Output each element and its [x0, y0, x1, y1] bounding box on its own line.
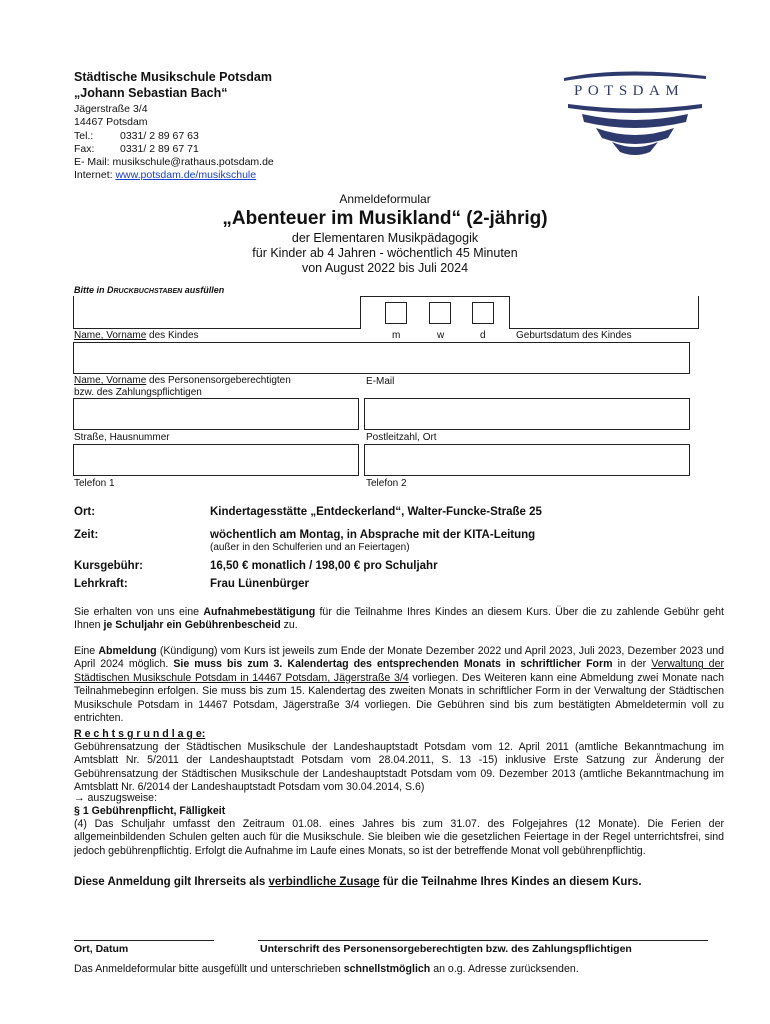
internet-link[interactable]: www.potsdam.de/musikschule [115, 168, 257, 181]
guardian-name-label [74, 375, 291, 398]
signature-line[interactable] [258, 940, 708, 941]
return-instruction [74, 963, 579, 976]
phone2-label: Telefon 2 [366, 478, 407, 489]
label-rest: des Personensorgeberechtigten [146, 375, 291, 386]
text-run: Verwaltung der Städtischen Musikschule Potsdam in 14467 Potsdam, Jägerstraße 3/4 [74, 658, 724, 684]
email-label: E- Mail: [74, 155, 110, 168]
form-kind: Anmeldeformular [339, 192, 431, 206]
text-run: Sie erhalten von uns eine [74, 606, 204, 618]
text-run: Diese Anmeldung gilt Ihrerseits als [74, 876, 269, 888]
text-run: vorliegen. Des Weiteren kann eine Abmeldung zwei Monate nach Teilnahmebeginn erfolgen. Sie muss bis zum 15. Kalendertag des zweiten Monats in schriftlicher Form in der Verwaltung der Städtischen Musikschule Potsdam in 14467 Potsdam, Jägerstraße 3/4 vorliegen. Die Gebühren sind bis zum bestätigten Abmeldetermin voll zu entrichten. [74, 671, 724, 725]
text-run: schnellstmöglich [343, 963, 431, 975]
course-title: „Abenteuer im Musikland“ (2-jährig) [222, 208, 548, 229]
place-date-line[interactable] [74, 940, 214, 941]
gender-w-checkbox[interactable] [429, 302, 451, 324]
text-run: je Schuljahr ein Gebührenbescheid [103, 619, 281, 632]
gender-d-label: d [480, 330, 486, 341]
phone1-field[interactable] [73, 444, 359, 476]
birthdate-label: Geburtsdatum des Kindes [516, 330, 632, 341]
text-run: (Kündigung) vom Kurs ist jeweils zum Ende der Monate Dezember 2022 und April 2023, Juli 2023, Dezember 2023 und April 2024 möglich. [74, 645, 724, 671]
text-run: für die Teilnahme Ihres Kindes an diesem Kurs. [379, 876, 642, 888]
text-run: Sie muss bis zum 3. Kalendertag des entsprechenden Monats in schriftlicher Form [173, 658, 613, 671]
instruction-part: RUCKBUCHSTABEN [113, 288, 183, 295]
email-field[interactable] [364, 398, 690, 430]
place-date-label: Ort, Datum [74, 943, 129, 955]
birthdate-field[interactable] [509, 296, 699, 329]
course-subtitle-3: von August 2022 bis Juli 2024 [301, 261, 469, 275]
fax-value: 0331/ 2 89 67 71 [120, 142, 199, 155]
tel-value: 0331/ 2 89 67 63 [120, 129, 199, 142]
potsdam-logo [560, 68, 710, 160]
street-label: Straße, Hausnummer [74, 432, 170, 443]
cancellation-paragraph [74, 645, 724, 726]
potsdam-logo-text: POTSDAM [574, 83, 685, 99]
postal-label: Postleitzahl, Ort [366, 432, 437, 443]
child-name-label [74, 330, 199, 343]
text-run: Aufnahmebestätigung [203, 606, 316, 618]
text-run: für die Teilnahme Ihres Kindes an diesem Kurs. Über die zu zahlende Gebühr geht Ihnen [74, 606, 724, 632]
course-subtitle-1: der Elementaren Musikpädagogik [291, 231, 479, 245]
guardian-name-field[interactable] [73, 342, 690, 374]
confirmation-paragraph [74, 606, 724, 633]
school-email-row [74, 156, 394, 169]
label-line2: bzw. des Zahlungspflichtigen [74, 386, 202, 398]
legal-basis-title: R e c h t s g r u n d l a g e: [74, 728, 206, 740]
text-run: Abmeldung [98, 645, 157, 657]
teacher-value: Frau Lünenbürger [210, 578, 310, 590]
child-name-field[interactable] [73, 296, 361, 329]
zeit-note: (außer in den Schulferien und an Feiertagen) [210, 542, 410, 553]
fax-label: Fax: [74, 142, 95, 155]
label-rest: des Kindes [146, 330, 199, 341]
tel-label: Tel.: [74, 129, 94, 142]
gender-m-label: m [392, 330, 401, 341]
legal-excerpt: → auszugsweise: [74, 792, 158, 804]
text-run: an o.g. Adresse zurücksenden. [430, 963, 579, 975]
legal-section-body: (4) Das Schuljahr umfasst den Zeitraum 01.08. eines Jahres bis zum 31.07. des Folgejahres (12 Monate). Die Ferien der allgemeinbildenden Schulen gelten auch für die Musikschule. Sie bleiben wie die gesetzlichen Feiertage in der Regel unterrichtsfrei, sind jedoch gebührenpflichtig. Erfolgt die Aufnahme im Laufe eines Monats, so ist der betreffende Monat voll gebührenpflichtig. [74, 818, 724, 857]
course-subtitle-2: für Kinder ab 4 Jahren - wöchentlich 45 Minuten [252, 246, 518, 260]
school-tel-row [74, 130, 394, 143]
zeit-value: wöchentlich am Montag, in Absprache mit der KITA-Leitung [210, 529, 536, 541]
phone1-label: Telefon 1 [74, 478, 115, 489]
internet-label: Internet: [74, 168, 113, 181]
instruction-part: ausfüllen [182, 285, 225, 295]
school-city: 14467 Potsdam [74, 116, 148, 129]
legal-basis-body: Gebührensatzung der Städtischen Musikschule der Landeshauptstadt Potsdam vom 12. April 2011 (amtliche Bekanntmachung im Amtsblatt Nr. 5/2011 der Landeshauptstadt Potsdam vom 28.04.2011, S. 13 -15) inklusive Erste Satzung zur Änderung der Gebührensatzung der Städtischen Musikschule der Landeshauptstadt Potsdam vom 09. Dezember 2013 (amtliche Bekanntmachung im Amtsblatt Nr. 6/2014 der Landeshauptstadt Potsdam vom 30.04.2014, S.6) [74, 741, 724, 794]
email-label: E-Mail [366, 376, 395, 387]
text-run: Eine [74, 645, 99, 657]
school-address-block [74, 70, 394, 182]
binding-statement [74, 875, 642, 889]
text-run: zu. [280, 619, 298, 632]
ort-label: Ort: [74, 506, 96, 518]
school-street: Jägerstraße 3/4 [74, 103, 148, 116]
label-underlined: Name, Vorname [74, 330, 147, 341]
fee-label: Kursgebühr: [74, 560, 143, 572]
fee-value: 16,50 € monatlich / 198,00 € pro Schuljahr [210, 560, 438, 572]
school-internet-row [74, 169, 394, 182]
fill-instruction [74, 285, 224, 297]
gender-w-label: w [437, 330, 445, 341]
instruction-part: Bitte in D [74, 285, 114, 295]
text-run: verbindliche Zusage [268, 876, 380, 888]
ort-value: Kindertagesstätte „Entdeckerland“, Walter-Funcke-Straße 25 [210, 506, 542, 518]
school-subname: „Johann Sebastian Bach“ [74, 85, 228, 100]
gender-d-checkbox[interactable] [472, 302, 494, 324]
signature-label: Unterschrift des Personensorgeberechtigten bzw. des Zahlungspflichtigen [260, 943, 632, 955]
gender-m-checkbox[interactable] [385, 302, 407, 324]
school-fax-row [74, 143, 394, 156]
label-underlined: Name, Vorname [74, 375, 147, 386]
zeit-label: Zeit: [74, 529, 99, 541]
text-run: in der [612, 658, 652, 671]
street-field[interactable] [73, 398, 359, 430]
legal-section-title: § 1 Gebührenpflicht, Fälligkeit [74, 805, 226, 817]
postal-field[interactable] [364, 444, 690, 476]
text-run: Das Anmeldeformular bitte ausgefüllt und unterschrieben [74, 963, 344, 975]
school-name: Städtische Musikschule Potsdam [74, 70, 272, 84]
teacher-label: Lehrkraft: [74, 578, 128, 590]
email-value: musikschule@rathaus.potsdam.de [112, 155, 274, 168]
